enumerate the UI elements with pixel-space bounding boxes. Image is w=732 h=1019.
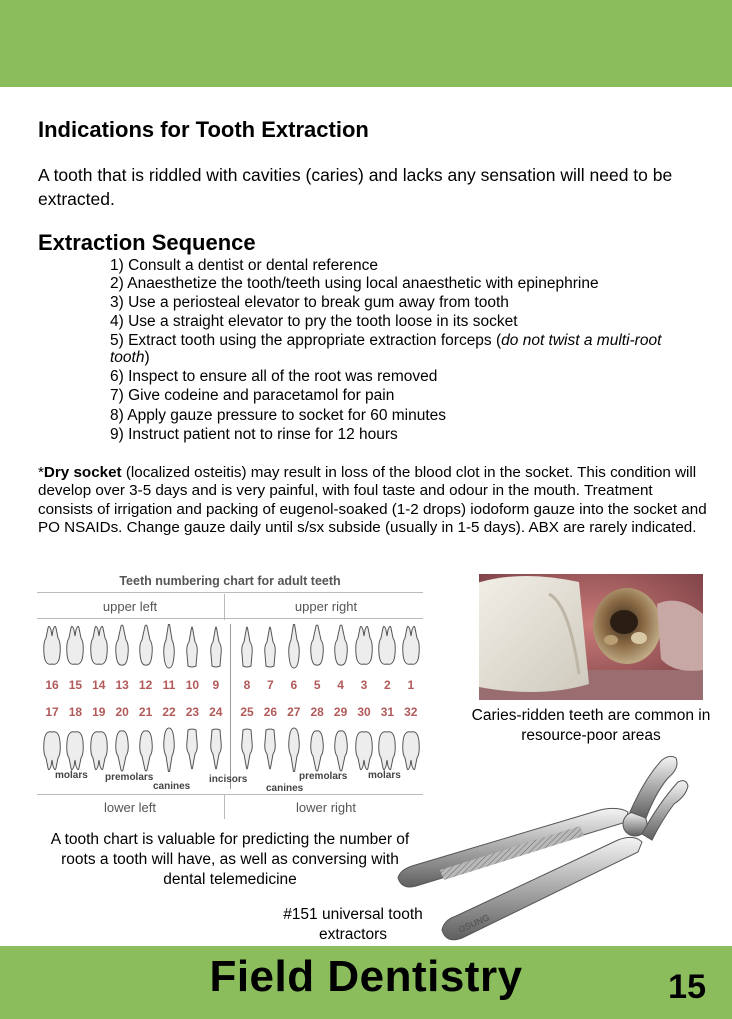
caries-photo-illustration xyxy=(479,574,703,700)
premolar-tooth-icon xyxy=(136,724,156,772)
tooth-numbering-chart xyxy=(37,572,423,819)
step-item: 7) Give codeine and paracetamol for pain xyxy=(110,387,395,405)
tooth-number: 5 xyxy=(313,678,321,692)
tooth-number: 7 xyxy=(267,678,274,692)
step-item: 8) Apply gauze pressure to socket for 60 minutes xyxy=(110,406,447,424)
premolar-tooth-icon xyxy=(112,624,132,672)
tooth-number: 25 xyxy=(240,705,254,719)
indications-text: A tooth that is riddled with cavities (caries) and lacks any sensation will need to be extracted. xyxy=(38,165,673,209)
footer-title: Field Dentistry xyxy=(209,952,523,1001)
step-item: 6) Inspect to ensure all of the root was removed xyxy=(110,368,438,386)
tooth-number: 14 xyxy=(92,678,106,692)
dry-socket-text: (localized osteitis) may result in loss of the blood clot in the socket. This condition will develop over 3-5 days and is very painful, with foul taste and odour in the mouth. Treatment consists of irrigation and packing of eugenol-soaked (1-2 drops) iodoform gauze into the socket and PO NSAIDs. Change gauze daily until s/sx subside (usually in 1-5 days). ABX are rarely indicated. xyxy=(38,464,707,537)
group-label-premolars: premolars xyxy=(299,771,348,782)
step-item-5 xyxy=(110,332,690,367)
step-item: 2) Anaesthetize the tooth/teeth using local anaesthetic with epinephrine xyxy=(110,274,599,292)
dry-socket-term: Dry socket xyxy=(43,464,122,481)
upper-right-label: upper right xyxy=(294,599,358,614)
tooth-number: 22 xyxy=(162,705,176,719)
indications-heading: Indications for Tooth Extraction xyxy=(38,117,369,142)
incisor-tooth-icon xyxy=(182,624,202,672)
tooth-number: 28 xyxy=(310,705,324,719)
tooth-number: 18 xyxy=(68,705,83,719)
premolar-tooth-icon xyxy=(331,724,351,772)
forceps-caption: #151 universal tooth extractors xyxy=(283,906,423,943)
tooth-number: 17 xyxy=(45,705,59,719)
incisor-tooth-icon xyxy=(260,624,280,672)
molar-tooth-icon xyxy=(65,624,85,672)
molar-tooth-icon xyxy=(42,724,62,772)
tooth-number: 2 xyxy=(384,678,391,692)
canine-tooth-icon xyxy=(159,624,179,672)
tooth-number: 12 xyxy=(138,678,153,692)
group-label-premolars: premolars xyxy=(105,772,154,783)
incisor-tooth-icon xyxy=(260,724,280,772)
tooth-number: 29 xyxy=(333,705,348,719)
upper-left-label: upper left xyxy=(102,599,158,614)
tooth-number: 10 xyxy=(185,678,200,692)
premolar-tooth-icon xyxy=(307,624,327,672)
molar-tooth-icon xyxy=(42,624,62,672)
group-label-canines: canines xyxy=(266,783,304,794)
molar-tooth-icon xyxy=(354,724,374,772)
forceps-engraving: OSUNG xyxy=(456,912,491,935)
chart-title: Teeth numbering chart for adult teeth xyxy=(119,574,341,588)
tooth-number: 8 xyxy=(243,678,251,692)
molar-tooth-icon xyxy=(89,624,109,672)
group-label-molars: molars xyxy=(55,770,88,781)
step-item: 9) Instruct patient not to rinse for 12 hours xyxy=(110,425,398,443)
premolar-tooth-icon xyxy=(331,624,351,672)
premolar-tooth-icon xyxy=(112,724,132,772)
tooth-number: 15 xyxy=(68,678,83,692)
incisor-tooth-icon xyxy=(206,724,226,772)
tooth-number: 20 xyxy=(115,705,129,719)
step-item: 4) Use a straight elevator to pry the tooth loose in its socket xyxy=(110,312,518,330)
sequence-heading: Extraction Sequence xyxy=(38,230,256,255)
header-band xyxy=(0,0,732,87)
molar-tooth-icon xyxy=(354,624,374,672)
group-label-canines: canines xyxy=(153,781,191,792)
tooth-number: 24 xyxy=(209,705,223,719)
tooth-number: 9 xyxy=(212,678,220,692)
premolar-tooth-icon xyxy=(307,724,327,772)
canine-tooth-icon xyxy=(284,724,304,772)
lower-right-label: lower right xyxy=(296,800,356,815)
chart-divider xyxy=(224,594,225,620)
tooth-number: 13 xyxy=(115,678,129,692)
tooth-number: 26 xyxy=(263,705,278,719)
tooth-number: 4 xyxy=(337,678,344,692)
tooth-number: 21 xyxy=(138,705,153,719)
molar-tooth-icon xyxy=(89,724,109,772)
dry-socket-star: * xyxy=(38,464,44,481)
tooth-number: 1 xyxy=(407,678,415,692)
step-item: 3) Use a periosteal elevator to break gum away from tooth xyxy=(110,293,509,311)
group-label-incisors: incisors xyxy=(209,774,248,785)
chart-divider xyxy=(37,618,423,619)
chart-divider xyxy=(37,794,423,795)
tooth-number: 23 xyxy=(185,705,200,719)
incisor-tooth-icon xyxy=(182,724,202,772)
canine-tooth-icon xyxy=(159,724,179,772)
step5-prefix: 5) Extract tooth using the appropriate extraction forceps ( xyxy=(110,331,502,349)
step5-suffix: ) xyxy=(144,349,150,367)
step-item: 1) Consult a dentist or dental reference xyxy=(110,257,378,274)
caries-photo-caption: Caries-ridden teeth are common in resource-poor areas xyxy=(471,707,711,744)
lower-left-label: lower left xyxy=(103,800,157,815)
incisor-tooth-icon xyxy=(237,724,257,772)
tooth-number: 19 xyxy=(92,705,106,719)
tooth-number: 11 xyxy=(162,678,176,692)
tooth-number: 30 xyxy=(357,705,371,719)
molar-tooth-icon xyxy=(401,624,421,672)
canine-tooth-icon xyxy=(284,624,304,672)
page-number: 15 xyxy=(668,968,706,1006)
dry-socket-paragraph xyxy=(38,464,708,538)
group-label-molars: molars xyxy=(368,770,401,781)
incisor-tooth-icon xyxy=(237,624,257,672)
tooth-chart-caption: A tooth chart is valuable for predicting the number of roots a tooth will have, as well as conversing with dental telemedicine xyxy=(50,831,410,888)
tooth-number: 16 xyxy=(45,678,59,692)
chart-divider xyxy=(224,794,225,819)
extraction-steps xyxy=(110,257,690,445)
molar-tooth-icon xyxy=(377,624,397,672)
tooth-number: 31 xyxy=(380,705,395,719)
chart-midline xyxy=(230,624,231,789)
tooth-number: 3 xyxy=(360,678,368,692)
tooth-number: 27 xyxy=(287,705,301,719)
caries-photo xyxy=(479,574,703,700)
step5-italic: do not twist a multi-root tooth xyxy=(110,331,662,367)
tooth-number: 6 xyxy=(290,678,298,692)
premolar-tooth-icon xyxy=(136,624,156,672)
incisor-tooth-icon xyxy=(206,624,226,672)
chart-divider xyxy=(37,592,423,593)
molar-tooth-icon xyxy=(65,724,85,772)
tooth-number: 32 xyxy=(404,705,418,719)
